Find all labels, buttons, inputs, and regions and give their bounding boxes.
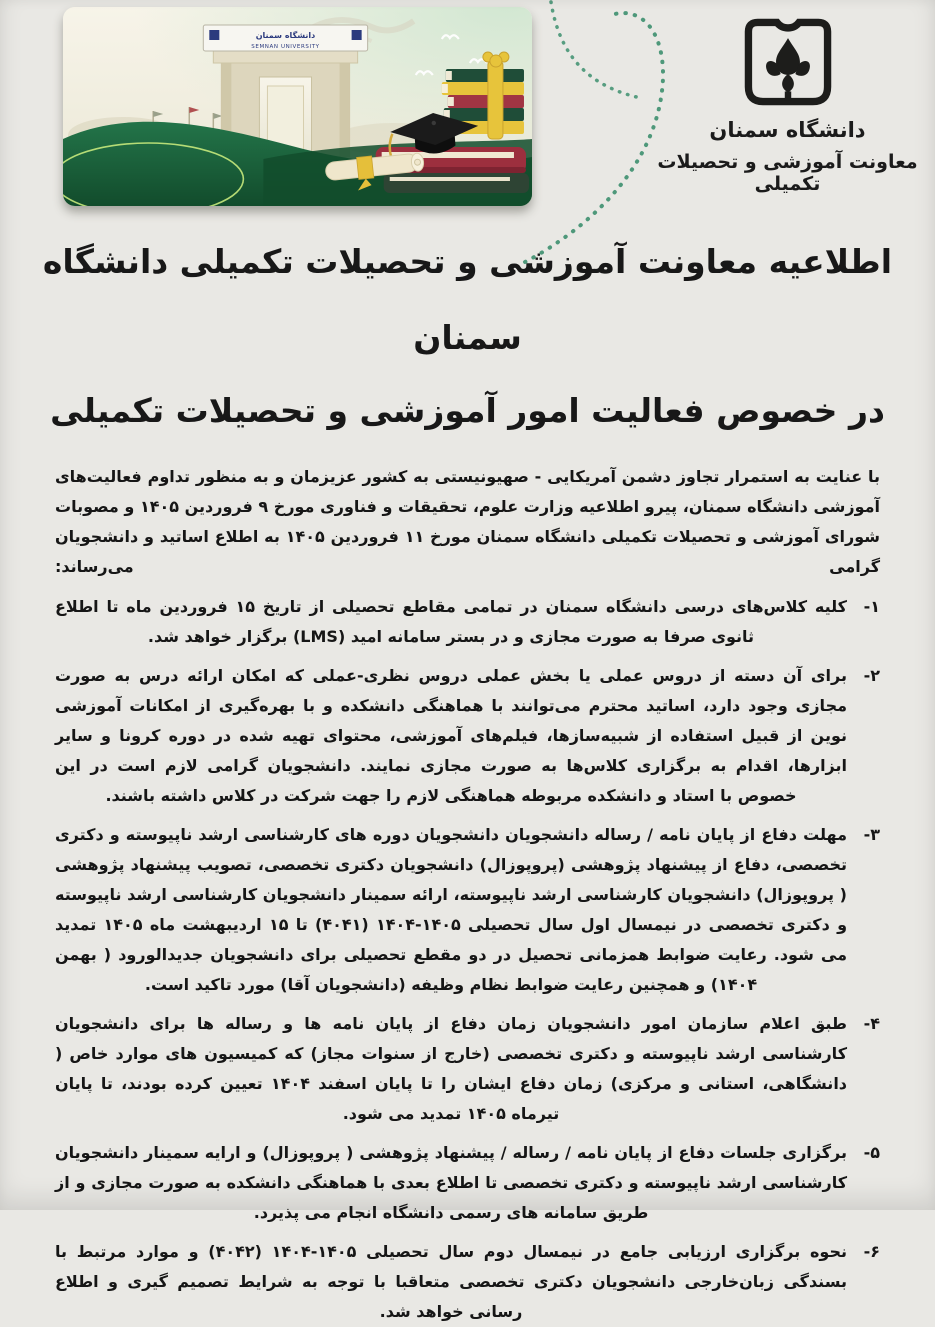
list-item <box>55 820 880 1000</box>
item-number: ۲- <box>863 666 880 685</box>
item-text: مهلت دفاع از پایان نامه / رساله دانشجویان دانشجویان دوره های کارشناسی ارشد ناپیوسته و دکتری تخصصی، دفاع از پیشنهاد پژوهشی (پروپوزال) دانشجویان دکتری تخصصی، تصویب پیشنهاد پژوهشی ( پروپوزال) دانشجویان کارشناسی ارشد ناپیوسته، ارائه سمینار دانشجویان کارشناسی ارشد ناپیوسته و دکتری تخصصی در نیمسال اول سال تحصیلی ۱۴۰۵-۱۴۰۴ (۴۰۴۱) تا ۱۵ اردیبهشت ماه ۱۴۰۵ تمدید می شود. رعایت ضوابط همزمانی تحصیل در دو مقطع تحصیلی برای دانشجویان جدیدالورود ( بهمن ۱۴۰۴) و همچنین رعایت ضوابط نظام وظیفه (دانشجویان آقا) مورد تاکید است. <box>55 825 848 994</box>
title-line-1: اطلاعیه معاونت آموزشی و تحصیلات تکمیلی دانشگاه سمنان <box>42 242 893 357</box>
logo-university-name: دانشگاه سمنان <box>709 118 866 142</box>
gate-banner-en: SEMNAN UNIVERSITY <box>251 44 320 50</box>
item-text: برای آن دسته از دروس عملی یا بخش عملی دروس نظری-عملی که امکان ارائه درس به صورت مجازی وجود دارد، اساتید محترم می‌توانند با هماهنگی دانشکده و با بهره‌گیری از امکانات آموزشی نوین از قبیل استفاده از شبیه‌سازها، فیلم‌های آموزشی، محتوای تهیه شده در دوره کرونا و سایر ابزارها، اقدام به برگزاری کلاس‌ها به صورت مجازی نمایند. دانشجویان گرامی لازم است در این خصوص با استاد و دانشکده مربوطه هماهنگی لازم را جهت شرکت در کلاس داشته باشند. <box>55 666 847 805</box>
item-list <box>55 592 880 1327</box>
item-text: نحوه برگزاری ارزیابی جامع در نیمسال دوم سال تحصیلی ۱۴۰۵-۱۴۰۴ (۴۰۴۲) و موارد مرتبط با بسندگی زبان‌خارجی دانشجویان دکتری تخصصی متعاقبا با توجه به شرایط تصمیم گیری و اطلاع رسانی خواهد شد. <box>55 1242 847 1321</box>
item-text: طبق اعلام سازمان امور دانشجویان زمان دفاع از پایان نامه ها و رساله ها برای دانشجویان کارشناسی ارشد ناپیوسته و دکتری تخصصی (خارج از سنوات مجاز) که کمیسیون های موارد خاص ( دانشگاهی، استانی و مرکزی) زمان دفاع ایشان را تا پایان اسفند ۱۴۰۴ تعیین کرده بودند، تا پایان تیرماه ۱۴۰۵ تمدید می شود. <box>55 1014 848 1123</box>
item-number: ۳- <box>863 825 880 844</box>
list-item <box>55 1237 880 1327</box>
item-text: کلیه کلاس‌های درسی دانشگاه سمنان در تمامی مقاطع تحصیلی از تاریخ ۱۵ فروردین ماه تا اطلاع ثانوی صرفا به صورت مجازی و در بستر سامانه امید (LMS) برگزار خواهد شد. <box>55 597 847 646</box>
header <box>0 0 935 212</box>
title-line-2: در خصوص فعالیت امور آموزشی و تحصیلات تکمیلی <box>50 391 885 430</box>
university-logo-icon <box>742 16 834 108</box>
intro-paragraph: با عنایت به استمرار تجاوز دشمن آمریکایی - صهیونیستی به کشور عزیزمان و به منظور تداوم فعالیت‌های آموزشی دانشگاه سمنان، پیرو اطلاعیه وزارت علوم، تحقیقات و فناوری مورخ ۹ فروردین ۱۴۰۵ و مصوبات شورای آموزشی و تحصیلات تکمیلی دانشگاه سمنان مورخ ۱۱ فروردین ۱۴۰۵ به اطلاع اساتید و دانشجویان گرامی می‌رساند: <box>55 467 881 576</box>
list-item <box>55 592 880 652</box>
list-item <box>55 661 880 811</box>
announcement-body <box>0 462 935 1327</box>
item-number: ۶- <box>863 1242 880 1261</box>
item-number: ۵- <box>863 1143 880 1162</box>
item-number: ۴- <box>863 1014 880 1033</box>
item-text: برگزاری جلسات دفاع از پایان نامه / رساله / پیشنهاد پژوهشی ( پروپوزال) و ارایه سمینار دانشجویان کارشناسی ارشد ناپیوسته و دکتری تخصصی تا اطلاع بعدی با هماهنگی دانشکده به صورت مجازی و از طریق سامانه های رسمی دانشگاه انجام می پذیرد. <box>55 1143 847 1222</box>
list-item <box>55 1138 880 1228</box>
logo-block <box>655 16 920 195</box>
gate-banner <box>203 25 367 51</box>
gate-banner-fa: دانشگاه سمنان <box>255 31 316 40</box>
page-title <box>0 224 935 446</box>
logo-department-name: معاونت آموزشی و تحصیلات تکمیلی <box>657 151 918 195</box>
header-illustration <box>63 7 532 206</box>
item-number: ۱- <box>863 597 880 616</box>
list-item <box>55 1009 880 1129</box>
